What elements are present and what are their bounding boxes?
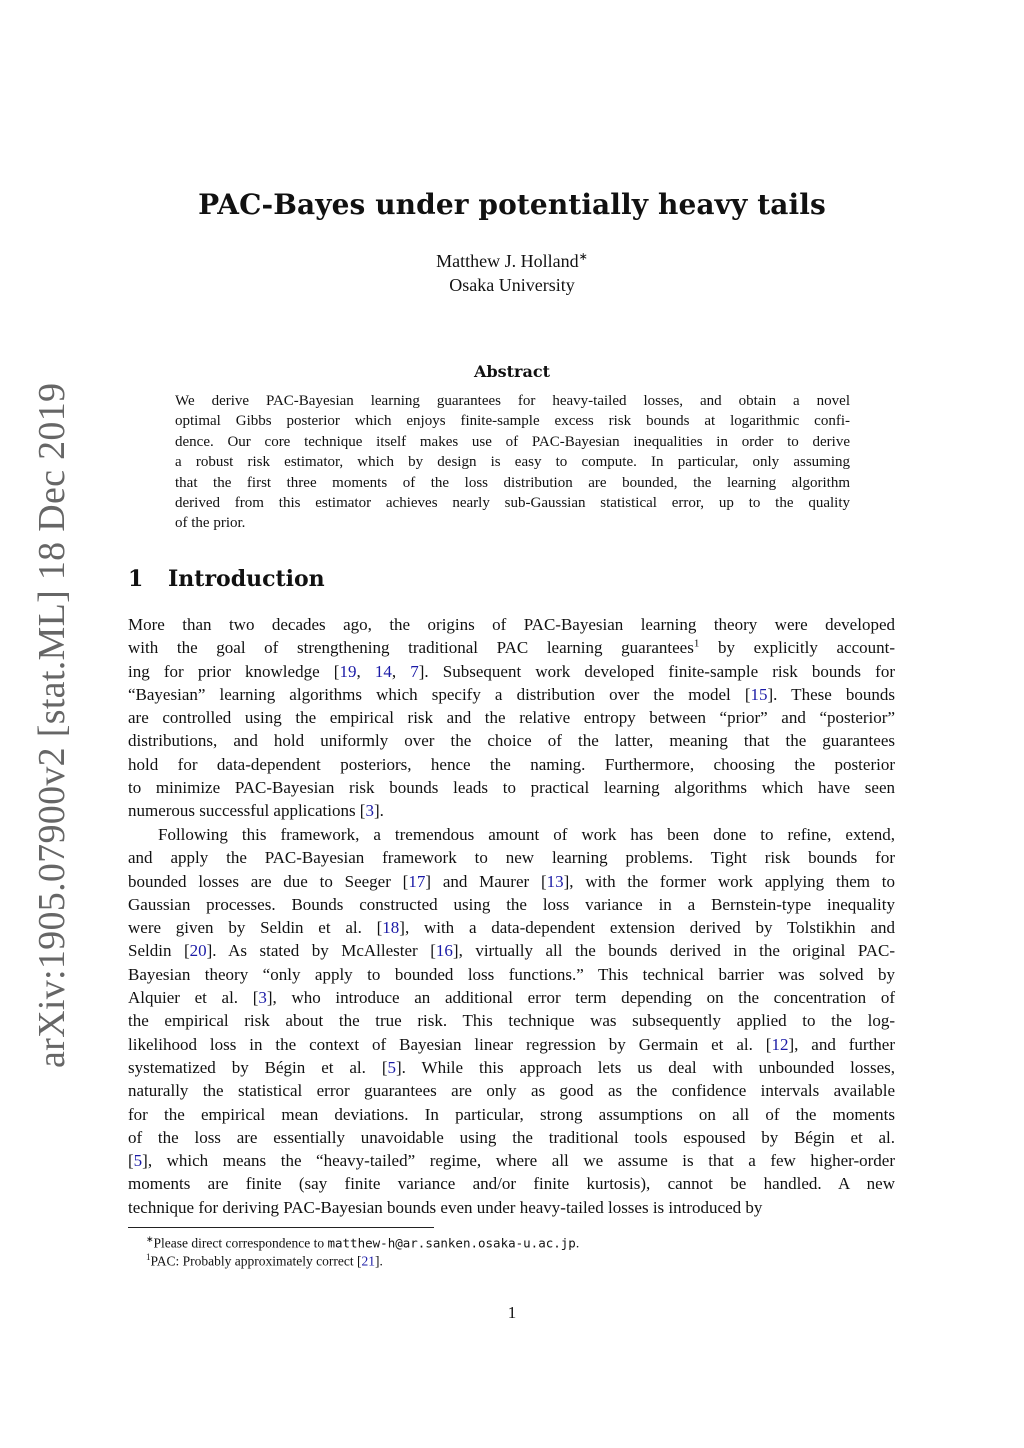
- citation-link[interactable]: 15: [750, 684, 768, 704]
- citation-link[interactable]: 21: [361, 1253, 375, 1269]
- abstract-heading: Abstract: [474, 362, 550, 381]
- paper-title: PAC-Bayes under potentially heavy tails: [198, 188, 826, 221]
- author-name-text: Matthew J. Holland: [436, 251, 579, 271]
- text-line: are controlled using the empirical risk and the relative entropy between “prior” and “posterior”: [128, 708, 895, 728]
- citation-link[interactable]: 17: [408, 871, 426, 891]
- footnote-text: Please direct correspondence to: [153, 1235, 328, 1251]
- footnote-text: PAC: Probably approximately correct [: [150, 1253, 362, 1269]
- footnote-end: .: [575, 1235, 580, 1251]
- text-line: Alquier et al. [3], who introduce an additional error term depending on the concentration of: [128, 988, 895, 1008]
- citation-link[interactable]: 3: [258, 988, 267, 1008]
- text-line: moments are finite (say finite variance and/or finite kurtosis), cannot be handled. A new: [128, 1174, 895, 1194]
- abstract-line: a robust risk estimator, which by design is easy to compute. In particular, only assuming: [175, 454, 850, 471]
- text-line: numerous successful applications [3].: [128, 801, 384, 821]
- citation-link[interactable]: 5: [133, 1151, 143, 1171]
- author-footnote-mark: ∗: [578, 251, 588, 263]
- citation-link[interactable]: 14: [374, 661, 392, 681]
- page-number: 1: [507, 1303, 517, 1322]
- section-heading: [128, 566, 325, 592]
- abstract-line: of the prior.: [175, 515, 246, 532]
- text-line: ing for prior knowledge [19, 14, 7]. Subsequent work developed finite-sample risk bounds for: [128, 661, 896, 681]
- abstract-line: that the first three moments of the loss distribution are bounded, the learning algorithm: [175, 474, 850, 491]
- citation-link[interactable]: 20: [189, 941, 207, 961]
- intro-paragraph-2: [128, 823, 895, 1219]
- section-title: Introduction: [168, 566, 325, 592]
- text-line: bounded losses are due to Seeger [17] and Maurer [13], with the former work applying them to: [128, 871, 895, 891]
- footnote-mark: 1: [146, 1252, 151, 1262]
- citation-link[interactable]: 13: [546, 871, 564, 891]
- text-line: Bayesian theory “only apply to bounded loss functions.” This technical barrier was solved by: [128, 964, 895, 984]
- text-line: were given by Seldin et al. [18], with a data-dependent extension derived by Tolstikhin and: [128, 918, 895, 938]
- footnote-correspondence: [146, 1234, 579, 1252]
- email-link[interactable]: matthew-h@ar.sanken.osaka-u.ac.jp: [327, 1235, 576, 1251]
- abstract-line: dence. Our core technique itself makes use of PAC-Bayesian inequalities in order to derive: [175, 433, 850, 450]
- author-name: [0, 250, 1024, 272]
- footnote-reference[interactable]: 1: [693, 637, 700, 650]
- text-line: hold for data-dependent posteriors, hence the naming. Furthermore, choosing the posterior: [128, 754, 895, 774]
- text-line: of the loss are essentially unavoidable using the traditional tools espoused by Bégin et al.: [128, 1127, 895, 1147]
- citation-link[interactable]: 5: [387, 1057, 396, 1077]
- footnote-pac: [146, 1252, 383, 1270]
- citation-link[interactable]: 7: [410, 661, 419, 681]
- abstract-line: derived from this estimator achieves nearly sub-Gaussian statistical error, up to the quality: [175, 495, 850, 512]
- arxiv-identifier-stamp: arXiv:1905.07900v2 [stat.ML] 18 Dec 2019: [31, 382, 73, 1068]
- text-line: Following this framework, a tremendous amount of work has been done to refine, extend,: [158, 825, 895, 844]
- text-line: the empirical risk about the true risk. This technique was subsequently applied to the log-: [128, 1011, 895, 1031]
- abstract-line: We derive PAC-Bayesian learning guarantees for heavy-tailed losses, and obtain a novel: [175, 393, 850, 409]
- author-affiliation: Osaka University: [449, 275, 575, 295]
- text-line: Seldin [20]. As stated by McAllester [16], virtually all the bounds derived in the original PAC-: [128, 941, 896, 961]
- text-line: naturally the statistical error guarantees are only as good as the confidence intervals available: [128, 1081, 895, 1101]
- text-line: Gaussian processes. Bounds constructed using the loss variance in a Bernstein-type inequality: [128, 894, 895, 914]
- citation-link[interactable]: 18: [382, 918, 400, 938]
- text-line: systematized by Bégin et al. [5]. While this approach lets us deal with unbounded losses,: [128, 1057, 895, 1077]
- text-line: More than two decades ago, the origins of PAC-Bayesian learning theory were developed: [128, 615, 895, 634]
- section-number: 1: [128, 566, 144, 592]
- text-line: for the empirical mean deviations. In particular, strong assumptions on all of the moments: [128, 1104, 895, 1124]
- citation-link[interactable]: 16: [435, 941, 453, 961]
- citation-link[interactable]: 12: [771, 1034, 789, 1054]
- text-line: with the goal of strengthening traditional PAC learning guarantees$^1$ by explicitly account-: [128, 637, 895, 658]
- footnote-mark: ∗: [146, 1234, 154, 1244]
- intro-paragraph-1: [128, 613, 895, 823]
- text-line: to minimize PAC-Bayesian risk bounds leads to practical learning algorithms which have seen: [128, 778, 895, 798]
- footnote-rule: [128, 1227, 434, 1228]
- abstract-line: optimal Gibbs posterior which enjoys finite-sample excess risk bounds at logarithmic confi-: [175, 413, 850, 430]
- text-line: “Bayesian” learning algorithms which specify a distribution over the model [15]. These bounds: [128, 684, 895, 704]
- citation-link[interactable]: 19: [339, 661, 357, 681]
- text-line: technique for deriving PAC-Bayesian bounds even under heavy-tailed losses is introduced by: [128, 1197, 763, 1217]
- text-line: and apply the PAC-Bayesian framework to new learning problems. Tight risk bounds for: [128, 848, 895, 868]
- text-line: likelihood loss in the context of Bayesian linear regression by Germain et al. [12], and further: [128, 1034, 895, 1054]
- abstract-body: [175, 391, 850, 534]
- citation-link[interactable]: 3: [365, 801, 374, 821]
- footnote-end: ].: [374, 1253, 383, 1269]
- text-line: distributions, and hold uniformly over the choice of the latter, meaning that the guarantees: [128, 731, 895, 751]
- text-line: [5], which means the “heavy-tailed” regime, where all we assume is that a few higher-order: [128, 1151, 895, 1171]
